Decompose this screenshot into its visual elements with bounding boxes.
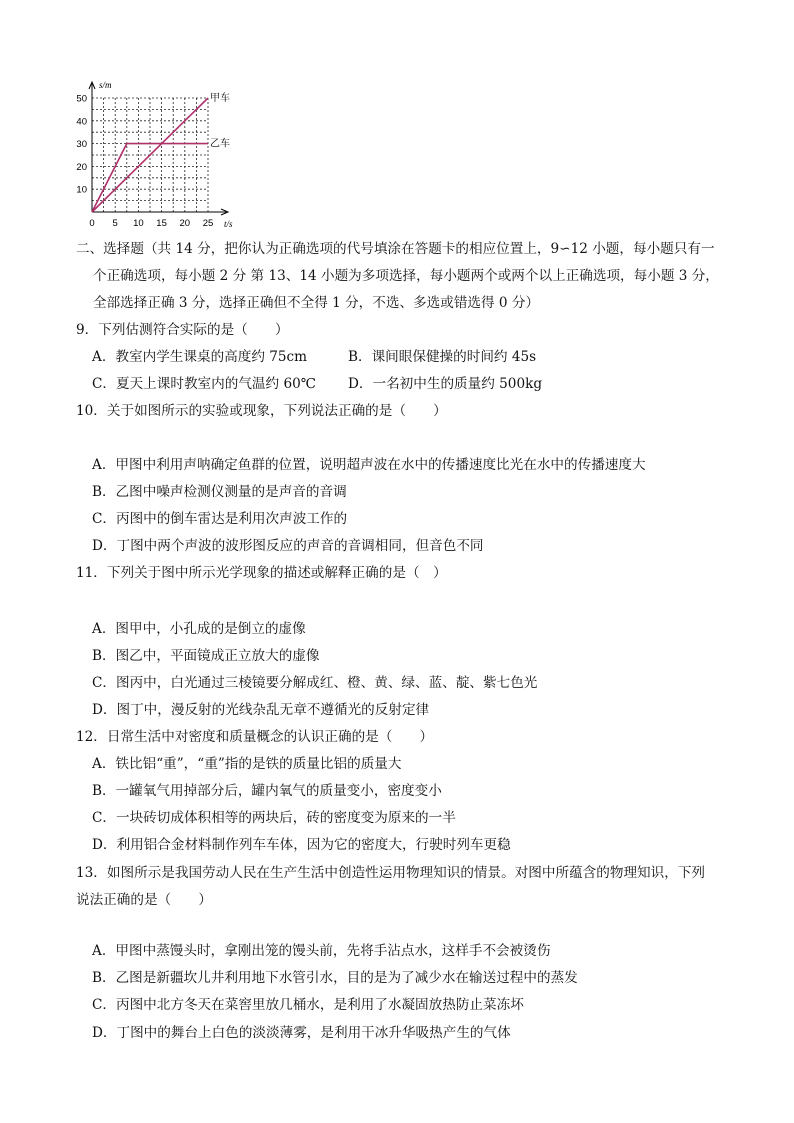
question-11-option-b: B．图乙中，平面镜成正立放大的虚像	[92, 648, 320, 664]
x-tick-label: 5	[112, 218, 118, 229]
question-10-option-b: B．乙图中噪声检测仪测量的是声音的音调	[92, 484, 347, 500]
question-9-stem: 9．下列估测符合实际的是（ ）	[76, 322, 289, 338]
question-10-stem: 10．关于如图所示的实验或现象，下列说法正确的是（ ）	[76, 403, 447, 419]
question-13-option-c: C．丙图中北方冬天在菜窖里放几桶水，是利用了水凝固放热防止菜冻坏	[92, 997, 524, 1013]
question-12-option-a: A．铁比铝“重”，“重”指的是铁的质量比铝的质量大	[92, 756, 402, 772]
question-12-stem: 12．日常生活中对密度和质量概念的认识正确的是（ ）	[76, 729, 434, 745]
question-9-option-b: B．课间眼保健操的时间约 45s	[348, 349, 537, 365]
y-tick-label: 10	[76, 184, 87, 196]
series-label-1: 甲车	[210, 93, 230, 104]
y-tick-label: 40	[76, 116, 87, 128]
section-instructions-line3: 全部选择正确 3 分，选择正确但不全得 1 分，不选、多选或错选得 0 分）	[93, 295, 540, 311]
section-instructions-line2: 个正确选项，每小题 2 分 第 13、14 小题为多项选择，每小题两个或两个以上正确选项，每小题 3 分，	[93, 268, 719, 284]
question-9-option-d: D．一名初中生的质量约 500kg	[348, 376, 543, 392]
question-11-option-d: D．图丁中，漫反射的光线杂乱无章不遵循光的反射定律	[92, 702, 430, 718]
question-12-option-d: D．利用铝合金材料制作列车车体，因为它的密度大，行驶时列车更稳	[92, 837, 511, 853]
question-13-stem-continued: 说法正确的是（ ）	[76, 892, 212, 908]
x-tick-label: 10	[133, 218, 144, 229]
x-tick-label: 20	[179, 218, 191, 229]
question-11-option-c: C．图丙中，白光通过三棱镜要分解成红、橙、黄、绿、蓝、靛、紫七色光	[92, 675, 538, 691]
question-9-option-c: C．夏天上课时教室内的气温约 60℃	[92, 376, 316, 392]
question-13-option-b: B．乙图是新疆坎儿井利用地下水管引水，目的是为了减少水在输送过程中的蒸发	[92, 970, 578, 986]
question-13-option-d: D．丁图中的舞台上白色的淡淡薄雾，是利用干冰升华吸热产生的气体	[92, 1025, 511, 1041]
y-axis-label: s/m	[99, 80, 112, 90]
question-13-option-a: A．甲图中蒸馒头时，拿刚出笼的馒头前，先将手沾点水，这样手不会被烫伤	[92, 943, 551, 959]
x-tick-label: 15	[156, 218, 167, 229]
x-axis-label: t/s	[224, 219, 233, 229]
distance-time-chart	[66, 76, 256, 234]
question-11-stem: 11．下列关于图中所示光学现象的描述或解释正确的是（ ）	[76, 565, 447, 581]
question-10-option-d: D．丁图中两个声波的波形图反应的声音的音调相同，但音色不同	[92, 538, 484, 554]
y-tick-label: 30	[76, 139, 87, 151]
section-title: 二、选择题（共 14 分，把你认为正确选项的代号填涂在答题卡的相应位置上，9∽12 小题，每小题只有一	[76, 241, 715, 257]
y-tick-label: 50	[76, 93, 87, 105]
question-9-option-a: A．教室内学生课桌的高度约 75cm	[92, 349, 308, 365]
question-11-option-a: A．图甲中，小孔成的是倒立的虚像	[92, 621, 306, 637]
question-13-stem: 13．如图所示是我国劳动人民在生产生活中创造性运用物理知识的情景。对图中所蕴含的物理知识，下列	[76, 865, 706, 881]
x-tick-label: 25	[202, 218, 214, 229]
series-label-2: 乙车	[210, 138, 230, 150]
question-12-option-b: B．一罐氧气用掉部分后，罐内氧气的质量变小，密度变小	[92, 783, 442, 799]
chart-series	[92, 92, 230, 212]
question-10-option-a: A．甲图中利用声呐确定鱼群的位置，说明超声波在水中的传播速度比光在水中的传播速度大	[92, 457, 646, 473]
question-12-option-c: C．一块砖切成体积相等的两块后，砖的密度变为原来的一半	[92, 810, 456, 826]
y-tick-label: 20	[76, 161, 87, 173]
question-10-option-c: C．丙图中的倒车雷达是利用次声波工作的	[92, 511, 348, 527]
x-tick-label: 0	[89, 218, 95, 229]
